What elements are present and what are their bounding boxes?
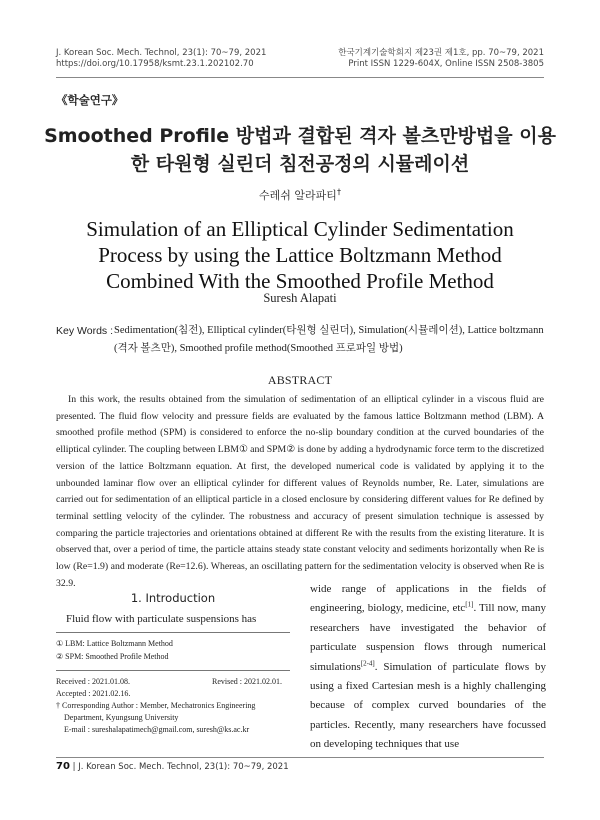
keywords-block	[56, 322, 550, 358]
journal-citation-ko: 한국기계기술학회지 제23권 제1호, pp. 70~79, 2021	[338, 48, 544, 58]
footnote-lbm: ① LBM: Lattice Boltzmann Method	[56, 639, 173, 648]
journal-header-right	[338, 48, 544, 70]
page-footer	[56, 761, 289, 772]
author-korean	[0, 187, 600, 203]
accepted-date: Accepted : 2021.02.16.	[56, 689, 131, 698]
author-english: Suresh Alapati	[263, 291, 337, 305]
page-number: 70	[56, 761, 70, 772]
title-korean: Smoothed Profile 방법과 결합된 격자 볼츠만방법을 이용한 타원형 실린더 침전공정의 시뮬레이션	[44, 125, 556, 175]
abstract-heading: ABSTRACT	[267, 373, 333, 387]
journal-citation: J. Korean Soc. Mech. Technol, 23(1): 70~79, 2021	[56, 48, 267, 58]
reference-1[interactable]: [1]	[465, 600, 474, 609]
corresponding-mark: †	[336, 187, 341, 197]
corresponding-author-affiliation: † Corresponding Author : Member, Mechatronics Engineering	[56, 701, 256, 710]
header-divider	[56, 77, 544, 78]
intro-paragraph-start: Fluid flow with particulate suspensions has	[66, 613, 257, 625]
footnote-divider	[56, 632, 290, 633]
col2-text-part2: . Till now, many researchers have investigated the behavior of particulate suspension flows through numerical simulations	[310, 602, 546, 673]
section-heading-introduction: 1. Introduction	[130, 591, 216, 605]
revised-date: Revised : 2021.02.01.	[212, 677, 282, 686]
journal-header-left	[56, 48, 266, 70]
title-english: Simulation of an Elliptical Cylinder Sedimentation Process by using the Lattice Boltzmann Method Combined With the Smoothed Profile Method	[86, 217, 514, 293]
intro-paragraph-continued	[310, 580, 546, 755]
corresponding-author	[56, 700, 296, 736]
article-category: 《학술연구》	[56, 93, 124, 107]
received-date: Received : 2021.01.08.	[56, 677, 130, 686]
col2-text-part3: . Simulation of particulate flows by using a fixed Cartesian mesh is a highly challenging because of complex curved boundaries of the particles. Recently, many researchers have focussed on developing techniques that use	[310, 660, 546, 751]
doi-link[interactable]: https://doi.org/10.17958/ksmt.23.1.202102.70	[56, 59, 254, 69]
corresponding-author-email[interactable]: E-mail : sureshalapatimech@gmail.com, suresh@ks.ac.kr	[64, 725, 250, 734]
author-korean-name: 수레쉬 알라파티	[259, 189, 337, 202]
abstract-body: In this work, the results obtained from the simulation of sedimentation of an elliptical cylinder in a viscous fluid are presented. The fluid flow velocity and pressure fields are evaluated by the famous lattice Boltzmann method (LBM). A smoothed profile method (SPM) is considered to enforce the no-slip boundary condition at the curved boundaries of the elliptical cylinder. The coupling between LBM① and SPM② is done by adding a hydrodynamic force term to the discretized version of the lattice Boltzmann equation. At first, the developed numerical code is validated by applying it to the unbounded laminar flow over an elliptical cylinder for different values of Reynolds number, Re. Later, simulations are carried out for sedimentation of an elliptical particle in a closed enclosure by considering different values for Re defined by terminal settling velocity of the cylinder. The robustness and accuracy of present simulation technique is assessed by comparing the particle trajectories and orientations obtained at different Re with the results from the existing literature. It is observed that, over a period of time, the particle attains steady state constant velocity and sediments horizontally when Re is low (Re=1.9) and moderate (Re=12.6). Whereas, an oscillating pattern for the sedimentation velocity is observed when Re is 32.9.	[56, 394, 544, 589]
footnote-divider-2	[56, 670, 290, 671]
footer-citation: J. Korean Soc. Mech. Technol, 23(1): 70~79, 2021	[78, 762, 289, 772]
col2-text-part1: wide range of applications in the fields of engineering, biology, medicine, etc	[310, 583, 546, 615]
footer-separator: |	[72, 762, 79, 772]
reference-2-4[interactable]: [2-4]	[360, 658, 375, 667]
footer-divider	[56, 757, 544, 758]
keywords-text: Sedimentation(침전), Elliptical cylinder(타원형 실린더), Simulation(시뮬레이션), Lattice boltzmann (격자 볼츠만), Smoothed profile method(Smoothed 프로파일 방법)	[114, 325, 544, 354]
footnote-spm: ② SPM: Smoothed Profile Method	[56, 652, 169, 661]
keywords-label: Key Words :	[56, 325, 113, 337]
corresponding-author-department: Department, Kyungsung University	[64, 713, 179, 722]
issn-info: Print ISSN 1229-604X, Online ISSN 2508-3805	[348, 59, 544, 69]
